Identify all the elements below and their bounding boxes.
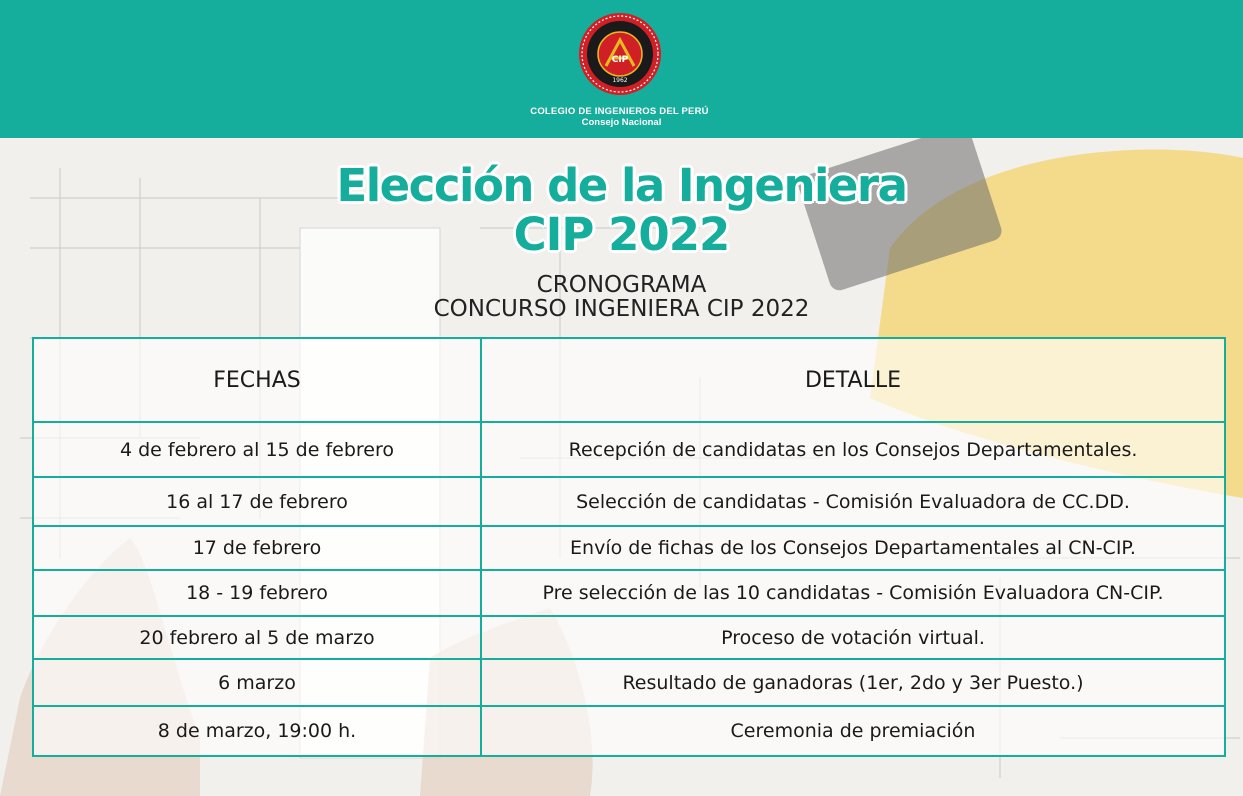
cell-fecha: 16 al 17 de febrero [33, 477, 481, 526]
cell-fecha: 18 - 19 febrero [33, 570, 481, 616]
subtitle-line-2: CONCURSO INGENIERA CIP 2022 [433, 296, 810, 322]
table-row [33, 477, 1225, 526]
logo-monogram: CIP [611, 55, 629, 65]
title-line-2: CIP 2022 [513, 208, 730, 261]
table-row [33, 616, 1225, 659]
cell-detalle: Selección de candidatas - Comisión Evaluadora de CC.DD. [481, 477, 1225, 526]
cell-detalle: Proceso de votación virtual. [481, 616, 1225, 659]
org-name: COLEGIO DE INGENIEROS DEL PERÚ [530, 106, 709, 117]
header-detalle: DETALLE [481, 338, 1225, 422]
cell-fecha: 8 de marzo, 19:00 h. [33, 706, 481, 756]
cell-detalle: Recepción de candidatas en los Consejos Departamentales. [481, 422, 1225, 477]
subtitle-line-1: CRONOGRAMA [536, 272, 707, 298]
cip-logo-icon [578, 12, 662, 96]
table-row [33, 659, 1225, 706]
logo-year: 1962 [612, 77, 628, 84]
cell-fecha: 17 de febrero [33, 526, 481, 570]
cell-detalle: Pre selección de las 10 candidatas - Comisión Evaluadora CN-CIP. [481, 570, 1225, 616]
cell-fecha: 6 marzo [33, 659, 481, 706]
title-line-1: Elección de la Ingeniera [336, 159, 907, 212]
cell-fecha: 20 febrero al 5 de marzo [33, 616, 481, 659]
table-row [33, 422, 1225, 477]
header-banner [0, 0, 1243, 138]
schedule-table [32, 337, 1226, 757]
table-row [33, 526, 1225, 570]
header-fechas: FECHAS [33, 338, 481, 422]
cell-detalle: Ceremonia de premiación [481, 706, 1225, 756]
cell-fecha: 4 de febrero al 15 de febrero [33, 422, 481, 477]
table-header-row [33, 338, 1225, 422]
table-row [33, 570, 1225, 616]
cell-detalle: Resultado de ganadoras (1er, 2do y 3er Puesto.) [481, 659, 1225, 706]
table-row [33, 706, 1225, 756]
org-subtitle: Consejo Nacional [581, 117, 662, 128]
cell-detalle: Envío de fichas de los Consejos Departamentales al CN-CIP. [481, 526, 1225, 570]
